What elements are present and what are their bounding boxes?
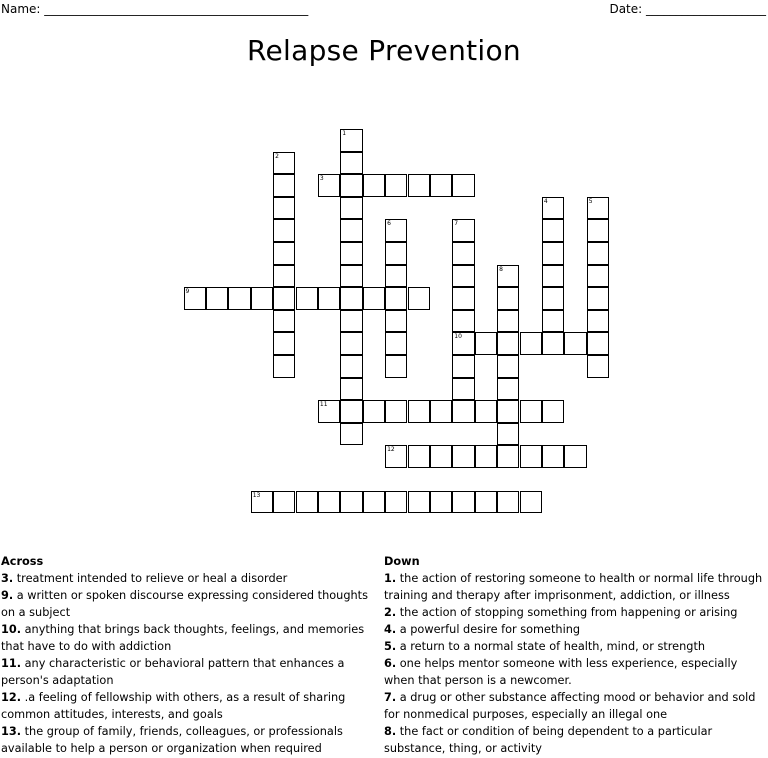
clue-down-item (384, 689, 764, 723)
grid-cell[interactable] (385, 287, 407, 310)
clue-text: anything that brings back thoughts, feelings, and memories that have to do with addiction (1, 623, 365, 653)
grid-cell[interactable] (340, 310, 362, 333)
clue-text: treatment intended to relieve or heal a disorder (16, 572, 288, 585)
grid-cell[interactable] (340, 332, 362, 355)
clue-down-item (384, 621, 764, 638)
grid-cell[interactable] (452, 355, 474, 378)
clue-number: 1. (384, 572, 397, 585)
grid-cell[interactable] (430, 491, 452, 514)
grid-cell[interactable] (564, 332, 586, 355)
grid-cell[interactable] (452, 174, 474, 197)
grid-cell[interactable] (340, 152, 362, 175)
clue-text: the fact or condition of being dependent to a particular substance, thing, or activity (384, 725, 713, 755)
clue-across-item (1, 587, 379, 621)
grid-cell[interactable] (318, 287, 340, 310)
grid-cell[interactable] (497, 491, 519, 514)
across-clues (1, 553, 379, 757)
clue-across-item (1, 655, 379, 689)
clue-text: a written or spoken discourse expressing considered thoughts on a subject (1, 589, 368, 619)
clue-number: 4. (384, 623, 397, 636)
grid-cell[interactable] (452, 445, 474, 468)
grid-cell[interactable] (385, 491, 407, 514)
grid-cell[interactable] (340, 491, 362, 514)
name-field[interactable]: Name: ____________________________________________ (1, 2, 309, 16)
grid-cell[interactable] (497, 400, 519, 423)
clue-number: 13 (252, 491, 261, 499)
grid-cell[interactable] (430, 445, 452, 468)
grid-cell[interactable] (318, 174, 340, 197)
grid-cell[interactable] (340, 174, 362, 197)
grid-cell[interactable] (273, 174, 295, 197)
grid-cell[interactable] (184, 287, 206, 310)
date-field[interactable]: Date: ____________________ (609, 2, 766, 16)
grid-cell[interactable] (228, 287, 250, 310)
grid-cell[interactable] (408, 400, 430, 423)
clue-number: 4 (543, 197, 548, 205)
clue-text: .a feeling of fellowship with others, as a result of sharing common attitudes, interests, and goals (1, 691, 346, 721)
grid-cell[interactable] (340, 355, 362, 378)
clue-text: one helps mentor someone with less experience, especially when that person is a newcomer. (384, 657, 738, 687)
clue-down-item (384, 638, 764, 655)
grid-cell[interactable] (542, 219, 564, 242)
clue-number: 7 (454, 220, 459, 228)
grid-cell[interactable] (475, 400, 497, 423)
clue-text: a drug or other substance affecting mood or behavior and sold for nonmedical purposes, especially an illegal one (384, 691, 756, 721)
grid-cell[interactable] (340, 423, 362, 446)
clue-down-item (384, 723, 764, 757)
clue-number: 3. (1, 572, 14, 585)
grid-cell[interactable] (497, 445, 519, 468)
grid-cell[interactable] (564, 445, 586, 468)
grid-cell[interactable] (340, 197, 362, 220)
grid-cell[interactable] (520, 332, 542, 355)
grid-cell[interactable] (430, 400, 452, 423)
grid-cell[interactable] (542, 197, 564, 220)
grid-cell[interactable] (385, 242, 407, 265)
grid-cell[interactable] (520, 445, 542, 468)
clue-text: the action of stopping something from happening or arising (399, 606, 738, 619)
grid-cell[interactable] (273, 287, 295, 310)
grid-cell[interactable] (452, 491, 474, 514)
grid-cell[interactable] (542, 310, 564, 333)
grid-cell[interactable] (363, 174, 385, 197)
across-heading: Across (1, 555, 44, 568)
clue-number: 10 (454, 333, 462, 341)
grid-cell[interactable] (296, 287, 318, 310)
grid-cell[interactable] (452, 219, 474, 242)
grid-cell[interactable] (542, 445, 564, 468)
grid-cell[interactable] (452, 265, 474, 288)
clue-text: the action of restoring someone to health or normal life through training and therapy after imprisonment, addiction, or illness (384, 572, 763, 602)
grid-cell[interactable] (340, 378, 362, 401)
grid-cell[interactable] (520, 400, 542, 423)
grid-cell[interactable] (497, 332, 519, 355)
clue-number: 11. (1, 657, 22, 670)
grid-cell[interactable] (340, 400, 362, 423)
grid-cell[interactable] (251, 287, 273, 310)
grid-cell[interactable] (497, 423, 519, 446)
clue-text: a powerful desire for something (399, 623, 581, 636)
grid-cell[interactable] (318, 400, 340, 423)
grid-cell[interactable] (273, 310, 295, 333)
grid-cell[interactable] (340, 242, 362, 265)
grid-cell[interactable] (497, 378, 519, 401)
clue-number: 9 (185, 288, 190, 296)
grid-cell[interactable] (206, 287, 228, 310)
clue-number: 11 (319, 401, 328, 409)
clue-number: 8 (499, 265, 503, 273)
clue-number: 2 (275, 152, 279, 160)
grid-cell[interactable] (587, 287, 609, 310)
grid-cell[interactable] (296, 491, 318, 514)
clue-text: a return to a normal state of health, mind, or strength (399, 640, 706, 653)
clue-across-item (1, 723, 379, 757)
grid-cell[interactable] (587, 265, 609, 288)
grid-cell[interactable] (542, 400, 564, 423)
grid-cell[interactable] (385, 355, 407, 378)
clue-number: 2. (384, 606, 397, 619)
grid-cell[interactable] (251, 491, 273, 514)
grid-cell[interactable] (452, 287, 474, 310)
grid-cell[interactable] (452, 400, 474, 423)
clue-text: the group of family, friends, colleagues, or professionals available to help a person or organization when required (1, 725, 343, 755)
grid-cell[interactable] (340, 129, 362, 152)
grid-cell[interactable] (385, 174, 407, 197)
grid-cell[interactable] (430, 174, 452, 197)
grid-cell[interactable] (273, 332, 295, 355)
grid-cell[interactable] (452, 310, 474, 333)
clue-number: 1 (342, 130, 347, 137)
grid-cell[interactable] (273, 265, 295, 288)
grid-cell[interactable] (497, 310, 519, 333)
grid-cell[interactable] (497, 355, 519, 378)
across-clue-list (1, 570, 379, 757)
grid-cell[interactable] (520, 491, 542, 514)
grid-cell[interactable] (340, 219, 362, 242)
grid-cell[interactable] (408, 287, 430, 310)
grid-cell[interactable] (542, 287, 564, 310)
grid-cell[interactable] (385, 310, 407, 333)
grid-cell[interactable] (273, 242, 295, 265)
grid-cell[interactable] (587, 332, 609, 355)
grid-cell[interactable] (475, 445, 497, 468)
clue-number: 12. (1, 691, 22, 704)
clue-text: any characteristic or behavioral pattern that enhances a person's adaptation (1, 657, 345, 687)
clue-number: 3 (319, 175, 324, 183)
grid-cell[interactable] (340, 287, 362, 310)
grid-cell[interactable] (273, 355, 295, 378)
grid-cell[interactable] (273, 491, 295, 514)
down-clues (384, 553, 764, 757)
clue-down-item (384, 570, 764, 604)
clue-down-item (384, 655, 764, 689)
down-clue-list (384, 570, 764, 757)
clue-across-item (1, 689, 379, 723)
grid-cell[interactable] (408, 174, 430, 197)
clue-number: 6 (387, 220, 391, 228)
grid-cell[interactable] (273, 219, 295, 242)
grid-cell[interactable] (340, 265, 362, 288)
grid-cell[interactable] (475, 491, 497, 514)
grid-cell[interactable] (363, 287, 385, 310)
grid-cell[interactable] (363, 491, 385, 514)
clue-number: 5 (588, 197, 593, 205)
clue-number: 8. (384, 725, 397, 738)
grid-cell[interactable] (497, 265, 519, 288)
clue-number: 9. (1, 589, 14, 602)
grid-cell[interactable] (385, 445, 407, 468)
clue-down-item (384, 604, 764, 621)
clue-across-item (1, 570, 379, 587)
grid-cell[interactable] (542, 332, 564, 355)
grid-cell[interactable] (452, 378, 474, 401)
grid-cell[interactable] (385, 332, 407, 355)
clue-number: 13. (1, 725, 22, 738)
grid-cell[interactable] (318, 491, 340, 514)
grid-cell[interactable] (587, 355, 609, 378)
grid-cell[interactable] (452, 242, 474, 265)
grid-cell[interactable] (475, 332, 497, 355)
grid-cell[interactable] (408, 491, 430, 514)
grid-cell[interactable] (408, 445, 430, 468)
clue-across-item (1, 621, 379, 655)
grid-cell[interactable] (385, 265, 407, 288)
grid-cell[interactable] (587, 197, 609, 220)
grid-cell[interactable] (542, 265, 564, 288)
grid-cell[interactable] (542, 242, 564, 265)
clue-number: 6. (384, 657, 397, 670)
down-heading: Down (384, 555, 420, 568)
grid-cell[interactable] (273, 197, 295, 220)
clue-number: 7. (384, 691, 397, 704)
grid-cell[interactable] (273, 152, 295, 175)
clue-number: 12 (387, 446, 395, 454)
grid-cell[interactable] (587, 242, 609, 265)
clue-number: 5. (384, 640, 397, 653)
grid-cell[interactable] (497, 287, 519, 310)
grid-cell[interactable] (587, 219, 609, 242)
grid-cell[interactable] (363, 400, 385, 423)
grid-cell[interactable] (452, 332, 474, 355)
page-title: Relapse Prevention (247, 34, 521, 67)
grid-cell[interactable] (385, 219, 407, 242)
grid-cell[interactable] (385, 400, 407, 423)
grid-cell[interactable] (587, 310, 609, 333)
clue-number: 10. (1, 623, 22, 636)
